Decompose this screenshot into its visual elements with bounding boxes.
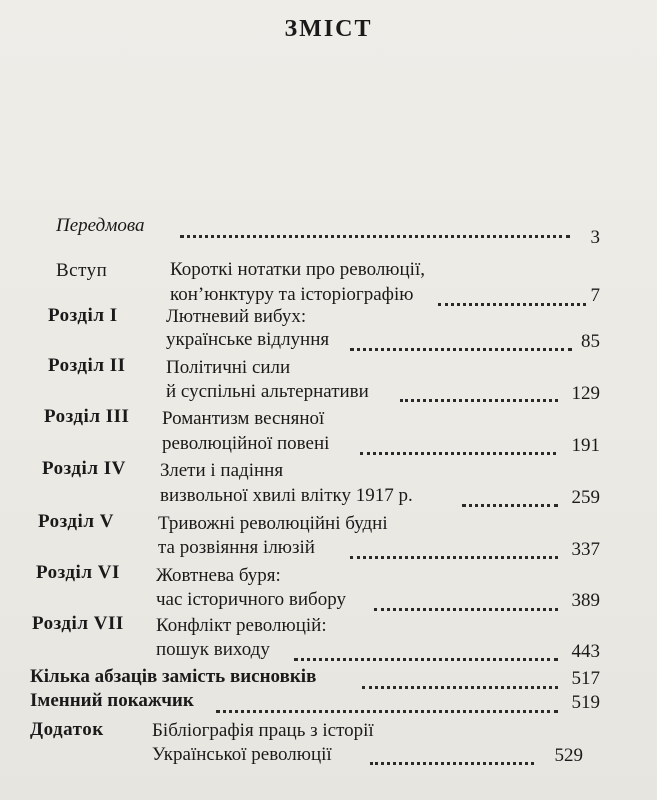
entry-label: Розділ II bbox=[48, 355, 126, 376]
entry-page-number: 337 bbox=[571, 539, 600, 560]
entry-page-number: 3 bbox=[590, 227, 600, 248]
entry-title-line: Злети і падіння bbox=[160, 460, 284, 481]
entry-title-line: кон’юнктуру та історіографію bbox=[170, 284, 414, 305]
entry-title-line: українське відлуння bbox=[166, 329, 330, 350]
entry-title-line: Романтизм весняної bbox=[162, 408, 325, 429]
page-title: ЗМІСТ bbox=[284, 16, 373, 42]
entry-title-line: пошук виходу bbox=[156, 639, 270, 660]
dot-leader bbox=[400, 399, 558, 402]
entry-page-number: 529 bbox=[554, 745, 583, 766]
entry-title-line: Короткі нотатки про революції, bbox=[170, 259, 425, 280]
dot-leader bbox=[350, 556, 558, 559]
entry-title-line: визвольної хвилі влітку 1917 р. bbox=[160, 485, 413, 506]
entry-page-number: 443 bbox=[571, 641, 600, 662]
entry-page-number: 517 bbox=[571, 668, 600, 689]
entry-page-number: 519 bbox=[571, 692, 600, 713]
dot-leader bbox=[370, 762, 534, 765]
entry-title-line: Конфлікт революцій: bbox=[156, 615, 327, 636]
dot-leader bbox=[294, 658, 558, 661]
dot-leader bbox=[216, 710, 558, 713]
entry-title-line: революційної повені bbox=[162, 433, 330, 454]
entry-title-line: Політичні сили bbox=[166, 357, 291, 378]
dot-leader bbox=[180, 235, 570, 238]
entry-label: Додаток bbox=[30, 719, 104, 740]
entry-label: Вступ bbox=[56, 260, 108, 281]
entry-page-number: 85 bbox=[581, 331, 600, 352]
entry-title-line: Бібліографія праць з історії bbox=[152, 720, 374, 741]
entry-title-line: й суспільні альтернативи bbox=[166, 381, 369, 402]
entry-title-line: Української революції bbox=[152, 744, 332, 765]
entry-label: Розділ I bbox=[48, 305, 118, 326]
entry-label: Розділ III bbox=[44, 406, 130, 427]
entry-page-number: 129 bbox=[571, 383, 600, 404]
entry-label: Передмова bbox=[56, 215, 145, 236]
entry-page-number: 389 bbox=[571, 590, 600, 611]
entry-title-line: та розвіяння ілюзій bbox=[158, 537, 315, 558]
dot-leader bbox=[374, 608, 558, 611]
entry-label: Розділ IV bbox=[42, 458, 126, 479]
entry-label: Іменний покажчик bbox=[30, 690, 194, 711]
entry-title-line: Лютневий вибух: bbox=[166, 306, 307, 327]
entry-page-number: 7 bbox=[590, 285, 600, 306]
entry-title-line: час історичного вибору bbox=[156, 589, 346, 610]
entry-title-line: Тривожні революційні будні bbox=[158, 513, 388, 534]
entry-label: Кілька абзаців замість висновків bbox=[30, 666, 317, 687]
entry-page-number: 191 bbox=[571, 435, 600, 456]
entry-label: Розділ VI bbox=[36, 562, 120, 583]
dot-leader bbox=[350, 348, 572, 351]
entry-page-number: 259 bbox=[571, 487, 600, 508]
entry-title-line: Жовтнева буря: bbox=[156, 565, 281, 586]
entry-label: Розділ V bbox=[38, 511, 114, 532]
entry-label: Розділ VII bbox=[32, 613, 124, 634]
dot-leader bbox=[360, 452, 556, 455]
dot-leader bbox=[362, 686, 558, 689]
